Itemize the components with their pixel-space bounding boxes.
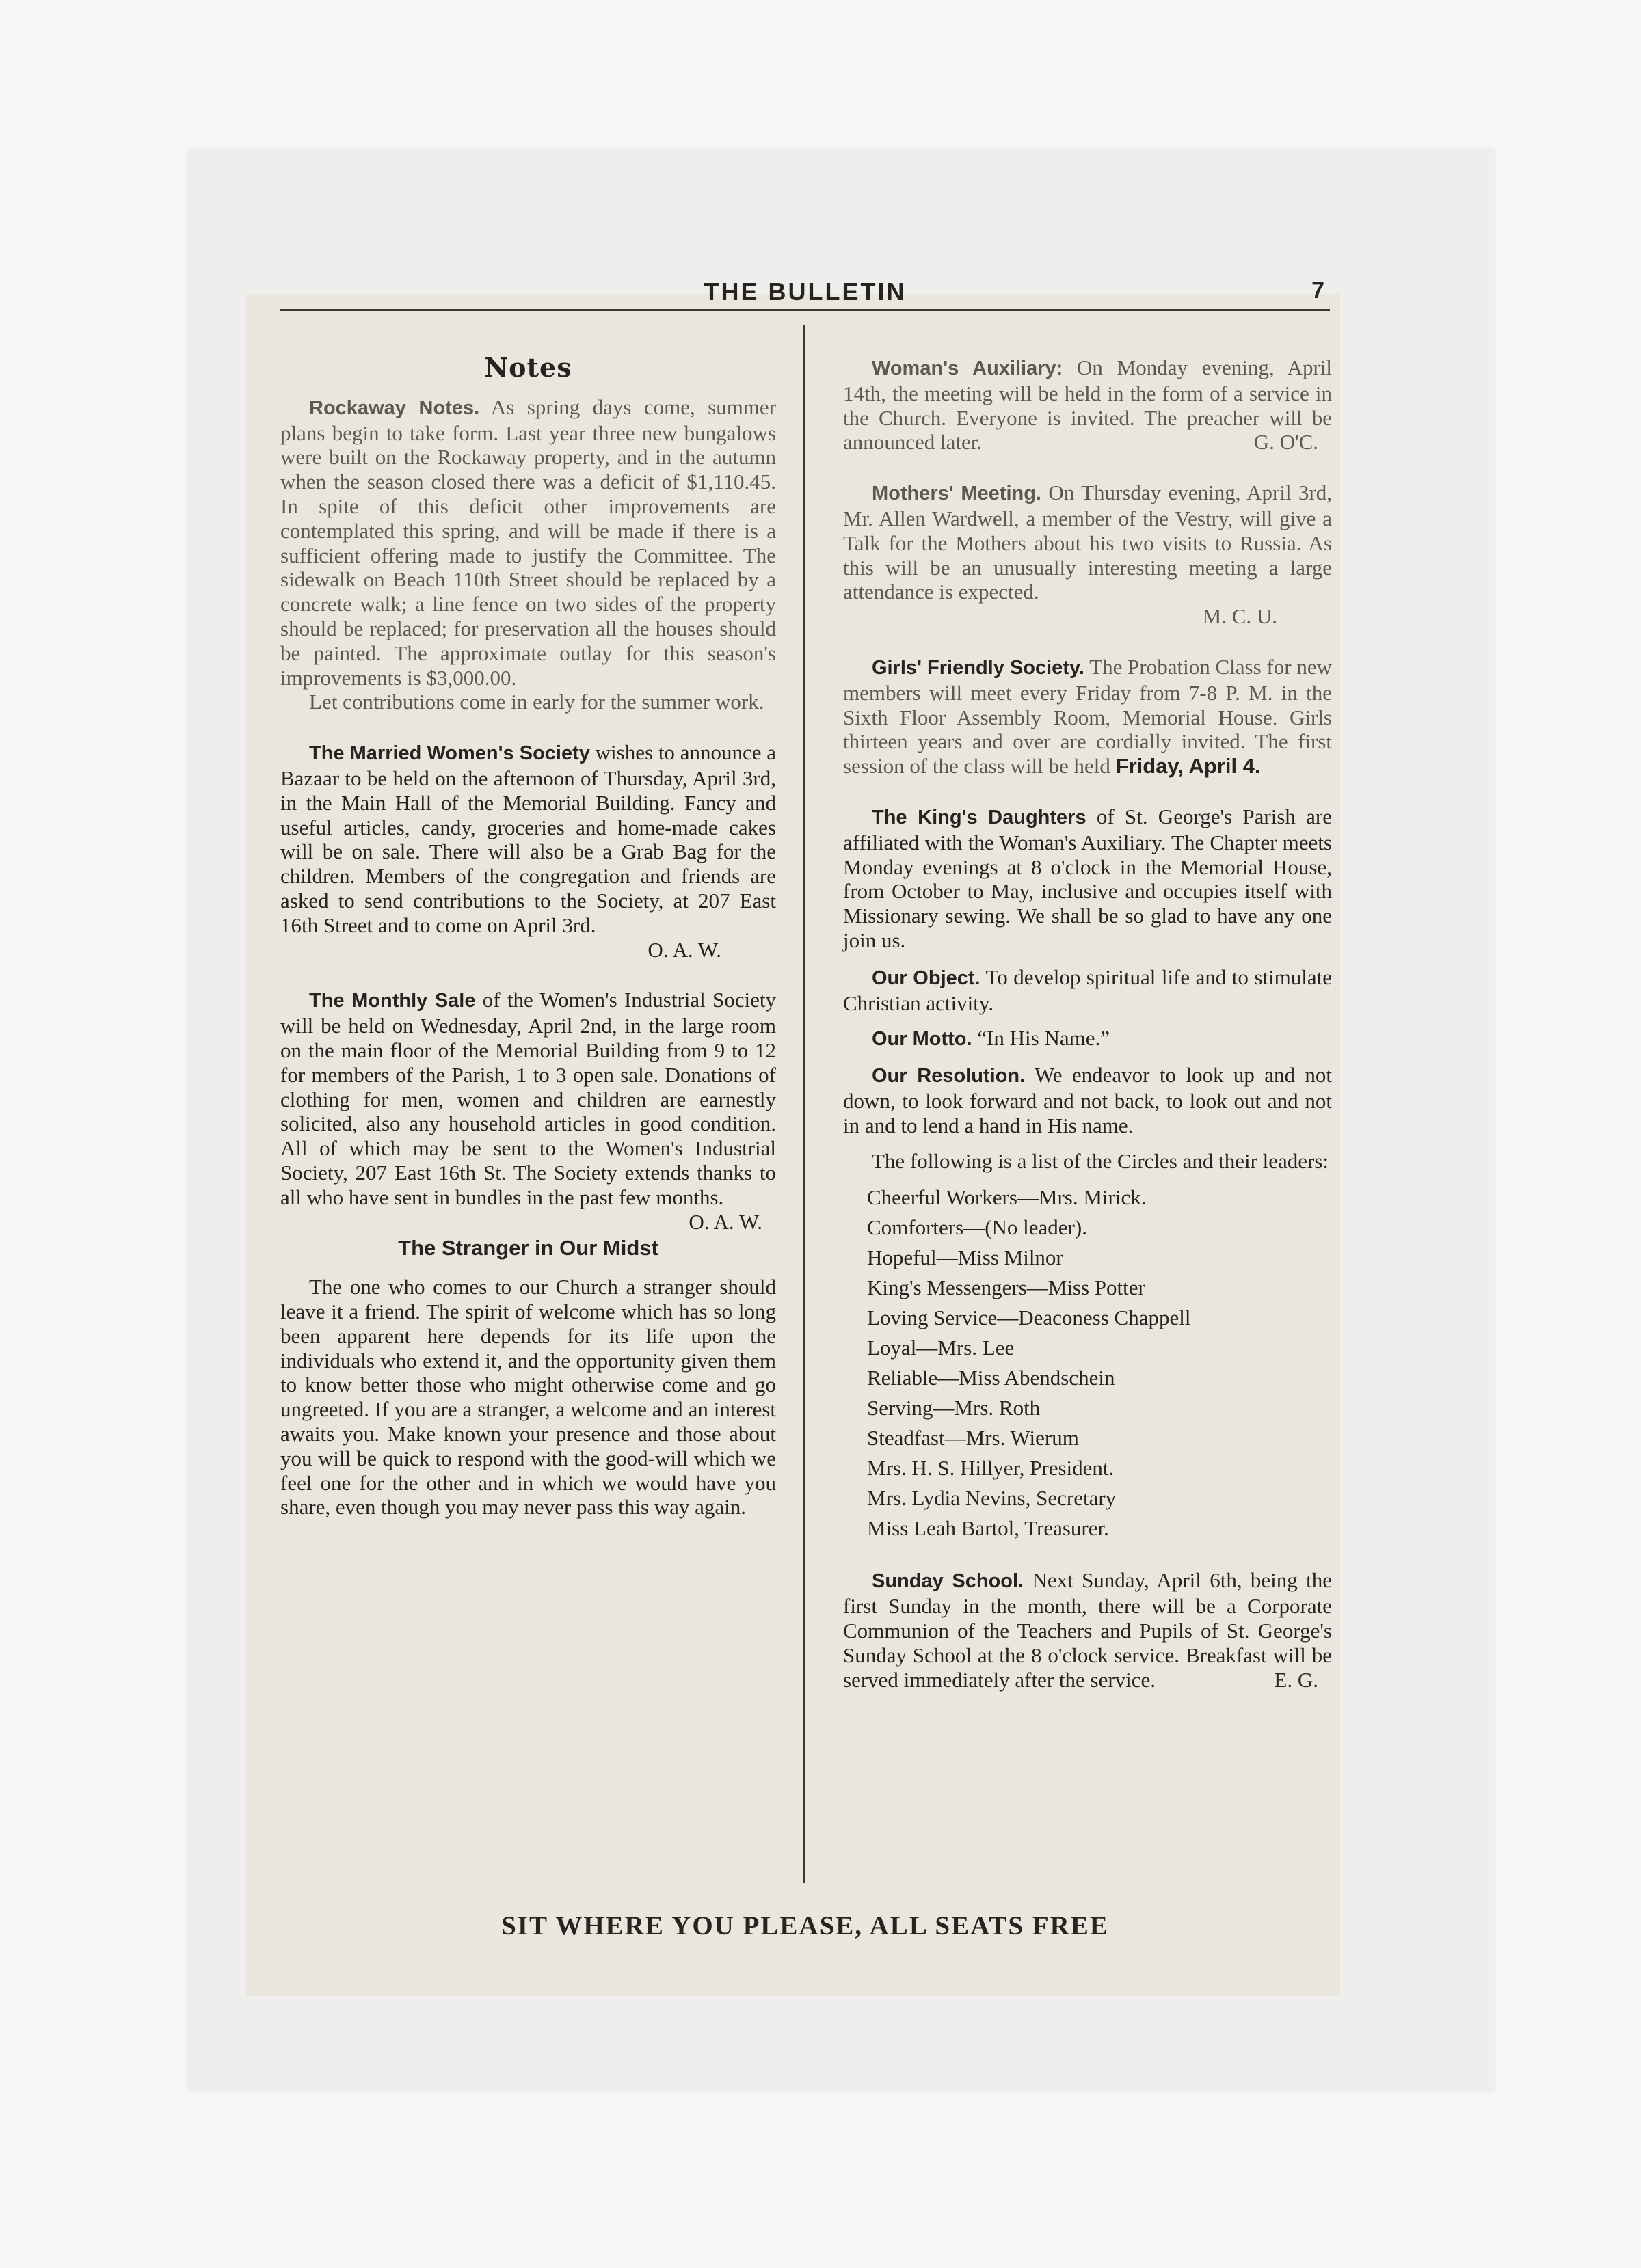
stranger-title: The Stranger in Our Midst	[398, 1235, 658, 1260]
rockaway-body: As spring days come, summer plans begin to take form. Last year three new bungalows were built on the Rockaway property, and in the autumn when the season closed there was a deficit of $1,110.45. In spite of this deficit other improvements are contemplated this spring, and will be made if there is a sufficient offering made to justify the Committee. The sidewalk on Beach 110th Street should be replaced by a concrete walk; a line fence on two sides of the property should be replaced; for preservation all the houses should be painted. The approximate outlay for this season's improvements is $3,000.00.	[280, 394, 777, 690]
rockaway-heading: Rockaway Notes.	[309, 396, 480, 419]
bulletin-header	[280, 276, 1330, 311]
circle-item: Reliable—Miss Abendschein	[867, 1366, 1115, 1390]
circle-item: Hopeful—Miss Milnor	[867, 1245, 1063, 1270]
monthly-body: of the Women's Industrial Society will be held on Wednesday, April 2nd, in the large room on the main floor of the Memorial Building from 9 to 12 for members of the Parish, 1 to 3 open sale. Donations of clothing for men, women and children are earnestly solicited, also any household articles in good condition. All of which may be sent to the Women's Industrial Society, 207 East 16th St. The Society extends thanks to all who have sent in bundles in the past few months.	[280, 988, 776, 1209]
sunday-heading: Sunday School.	[872, 1570, 1024, 1593]
girls-body: The Probation Class for new members will meet every Friday from 7-8 P. M. in the Sixth Floor Assembly Room, Memorial House. Girls thirteen years and over are cordially invited. The first session of the class will be held	[843, 654, 1332, 779]
married-womens-notice	[280, 740, 776, 962]
page-number: 7	[1311, 278, 1324, 303]
footer-slogan: SIT WHERE YOU PLEASE, ALL SEATS FREE	[501, 1911, 1109, 1941]
kings-body: of St. George's Parish are affiliated with the Woman's Auxiliary. The Chapter meets Monday evenings at 8 o'clock in the Memorial House, from October to May, inclusive and occupies itself with Missionary sewing. We shall be so glad to have any one join us.	[843, 804, 1332, 952]
auxiliary-notice	[843, 355, 1332, 455]
girls-friendly-notice	[843, 655, 1332, 779]
circle-item: Serving—Mrs. Roth	[867, 1396, 1041, 1420]
circle-item: Steadfast—Mrs. Wierum	[867, 1426, 1079, 1450]
auxiliary-heading: Woman's Auxiliary:	[872, 357, 1063, 379]
circle-item: Comforters—(No leader).	[867, 1215, 1087, 1240]
rockaway-notes	[280, 395, 776, 714]
stranger-body: The one who comes to our Church a stranger should leave it a friend. The spirit of welcome which has so long been apparent here depends for its life upon the individuals who extend it, and the opportunity given them to know better those who might otherwise come and go ungreeted. If you are a stranger, a welcome and an interest awaits you. Make known your presence and those about you will be quick to respond with the good-will which we feel one for the other and in which we would have you share, even though you may never pass this way again.	[280, 1275, 776, 1520]
left-column	[280, 352, 777, 1545]
girls-date: Friday, April 4.	[1115, 754, 1261, 779]
officer-item: Mrs. Lydia Nevins, Secretary	[867, 1486, 1117, 1511]
our-object	[843, 965, 1332, 1016]
sunday-school-notice	[843, 1568, 1332, 1692]
our-motto	[843, 1026, 1332, 1052]
resolution-heading: Our Resolution.	[872, 1065, 1026, 1088]
object-body: To develop spiritual life and to stimulate Christian activity.	[843, 964, 1332, 1015]
monthly-signature: O. A. W.	[689, 1209, 762, 1234]
officer-item: Mrs. H. S. Hillyer, President.	[867, 1456, 1115, 1481]
kings-daughters-notice	[843, 805, 1332, 953]
monthly-sale-notice	[280, 988, 776, 1234]
circle-item: Loyal—Mrs. Lee	[867, 1336, 1015, 1360]
motto-heading: Our Motto.	[872, 1028, 972, 1051]
monthly-heading: The Monthly Sale	[309, 990, 476, 1012]
mothers-body: On Thursday evening, April 3rd, Mr. Allen Wardwell, a member of the Vestry, will give a Talk for the Mothers about his two visits to Russia. As this will be an unusually interesting meeting a large attendance is expected.	[843, 481, 1333, 604]
circles-intro: The following is a list of the Circles and their leaders:	[872, 1148, 1329, 1173]
mothers-meeting-notice	[843, 481, 1332, 629]
mothers-signature: M. C. U.	[1202, 604, 1277, 629]
circle-item: Cheerful Workers—Mrs. Mirick.	[867, 1185, 1147, 1210]
married-signature: O. A. W.	[648, 937, 721, 962]
resolution-body: We endeavor to look up and not down, to look forward and not back, to look out and not in and to lend a hand in His name.	[843, 1063, 1332, 1137]
officer-item: Miss Leah Bartol, Treasurer.	[867, 1516, 1109, 1541]
column-divider	[803, 325, 805, 1883]
kings-heading: The King's Daughters	[872, 806, 1086, 828]
our-resolution	[843, 1063, 1332, 1137]
circles-list	[843, 1185, 1332, 1541]
girls-heading: Girls' Friendly Society.	[872, 656, 1084, 679]
mothers-heading: Mothers' Meeting.	[872, 483, 1041, 505]
object-heading: Our Object.	[872, 967, 980, 989]
notes-title: Notes	[484, 352, 572, 383]
sunday-signature: E. G.	[1274, 1667, 1318, 1692]
married-heading: The Married Women's Society	[309, 742, 590, 765]
auxiliary-body: On Monday evening, April 14th, the meeting will be held in the form of a service in the Church. Everyone is invited. The preacher will be announced later.	[843, 355, 1333, 455]
circle-item: Loving Service—Deaconess Chappell	[867, 1306, 1191, 1330]
sunday-body: Next Sunday, April 6th, being the first Sunday in the month, there will be a Corporate Communion of the Teachers and Pupils of St. George's Sunday School at the 8 o'clock service. Breakfast will be served immediately after the service.	[843, 1568, 1332, 1692]
married-body: wishes to announce a Bazaar to be held on the afternoon of Thursday, April 3rd, in the Main Hall of the Memorial Building. Fancy and useful articles, candy, groceries and home-made cakes will be on sale. There will also be a Grab Bag for the children. Members of the congregation and friends are asked to send contributions to the Society, at 207 East 16th Street and to come on April 3rd.	[280, 740, 776, 937]
right-column	[843, 355, 1332, 1718]
bulletin-title: THE BULLETIN	[704, 278, 907, 306]
rockaway-body-2: Let contributions come in early for the summer work.	[309, 690, 764, 714]
auxiliary-signature: G. O'C.	[1253, 430, 1318, 455]
motto-body: “In His Name.”	[977, 1026, 1110, 1051]
circle-item: King's Messengers—Miss Potter	[867, 1275, 1145, 1300]
